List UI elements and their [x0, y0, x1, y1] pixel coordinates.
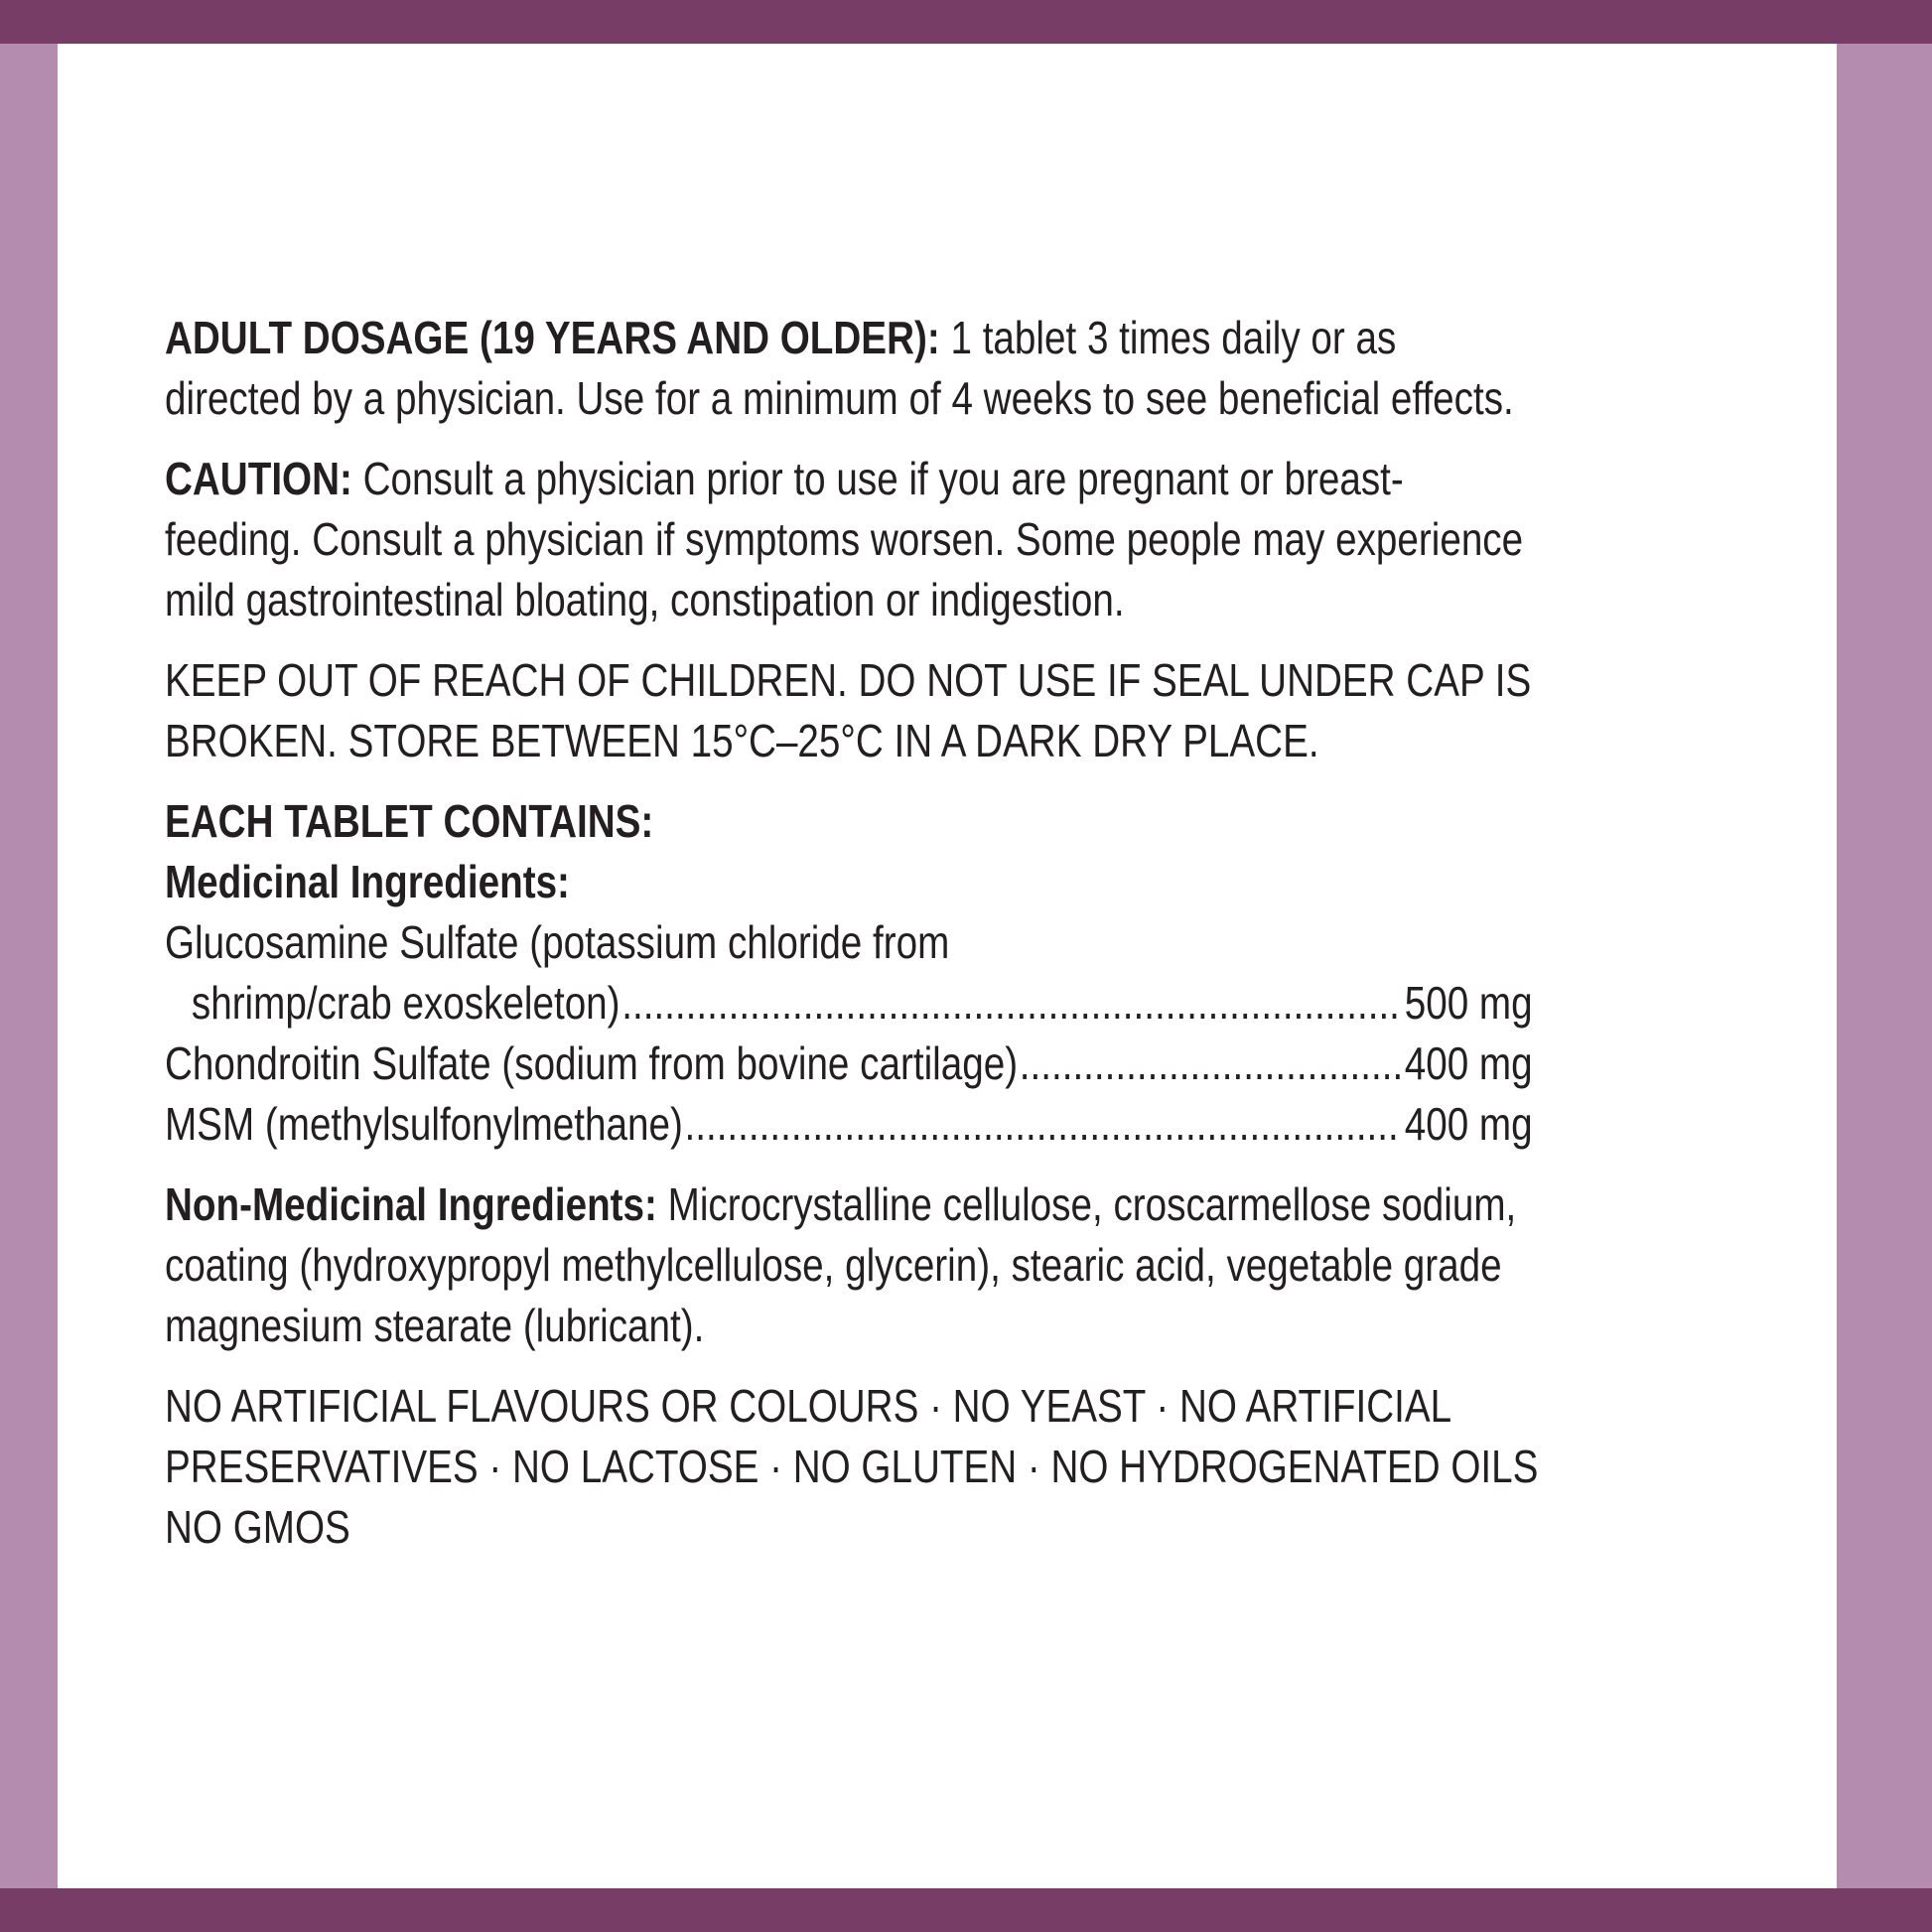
- right-border-strip: [1837, 44, 1932, 1888]
- left-border-strip: [0, 44, 58, 1888]
- claims-line: PRESERVATIVES · NO LACTOSE · NO GLUTEN · NO HYDROGENATED OILS: [165, 1441, 1539, 1492]
- ingredient-amount: 500 mg: [1404, 977, 1533, 1029]
- ingredient-amount: 400 mg: [1404, 1098, 1533, 1150]
- medicinal-heading: Medicinal Ingredients:: [165, 856, 570, 907]
- warning-line: KEEP OUT OF REACH OF CHILDREN. DO NOT USE IF SEAL UNDER CAP IS: [165, 654, 1532, 706]
- free-from-claims: [165, 1376, 1539, 1558]
- ingredients-section: [165, 791, 1533, 1155]
- contents-heading: EACH TABLET CONTAINS:: [165, 795, 654, 847]
- non-medicinal-heading: Non-Medicinal Ingredients:: [165, 1178, 657, 1230]
- ingredient-row: [165, 973, 1533, 1034]
- dosage-text: 1 tablet 3 times daily or as directed by a physician. Use for a minimum of 4 weeks to see beneficial effects.: [165, 312, 1514, 424]
- claims-line: NO GMOS: [165, 1501, 350, 1553]
- dosage-section: [165, 308, 1533, 429]
- ingredient-row: [165, 1034, 1533, 1094]
- product-label-text: [165, 308, 1539, 1558]
- bottom-border-band: [0, 1888, 1932, 1932]
- warning-line: BROKEN. STORE BETWEEN 15°C–25°C IN A DARK DRY PLACE.: [165, 715, 1319, 766]
- non-medicinal-section: [165, 1174, 1533, 1356]
- dot-leader: [621, 973, 1399, 1034]
- ingredient-amount: 400 mg: [1404, 1037, 1533, 1089]
- dot-leader: [1020, 1034, 1400, 1094]
- dot-leader: [684, 1094, 1399, 1155]
- ingredient-name: Glucosamine Sulfate (potassium chloride from: [165, 916, 950, 968]
- caution-section: [165, 449, 1533, 630]
- ingredient-name: shrimp/crab exoskeleton): [191, 977, 621, 1029]
- ingredient-name: Chondroitin Sulfate (sodium from bovine cartilage): [165, 1037, 1019, 1089]
- non-medicinal-text: Microcrystalline cellulose, croscarmellose sodium, coating (hydroxypropyl methylcellulose, glycerin), stearic acid, vegetable grade magnesium stearate (lubricant).: [165, 1178, 1517, 1351]
- ingredient-row: [165, 1094, 1533, 1155]
- storage-warning: [165, 650, 1533, 771]
- claims-line: NO ARTIFICIAL FLAVOURS OR COLOURS · NO YEAST · NO ARTIFICIAL: [165, 1380, 1452, 1432]
- top-border-band: [0, 0, 1932, 44]
- caution-text: Consult a physician prior to use if you are pregnant or breast-feeding. Consult a physician if symptoms worsen. Some people may experience mild gastrointestinal bloating, constipation or indigestion.: [165, 453, 1524, 625]
- caution-heading: CAUTION:: [165, 453, 352, 504]
- dosage-heading: ADULT DOSAGE (19 YEARS AND OLDER):: [165, 312, 940, 363]
- ingredient-name: MSM (methylsulfonylmethane): [165, 1098, 683, 1150]
